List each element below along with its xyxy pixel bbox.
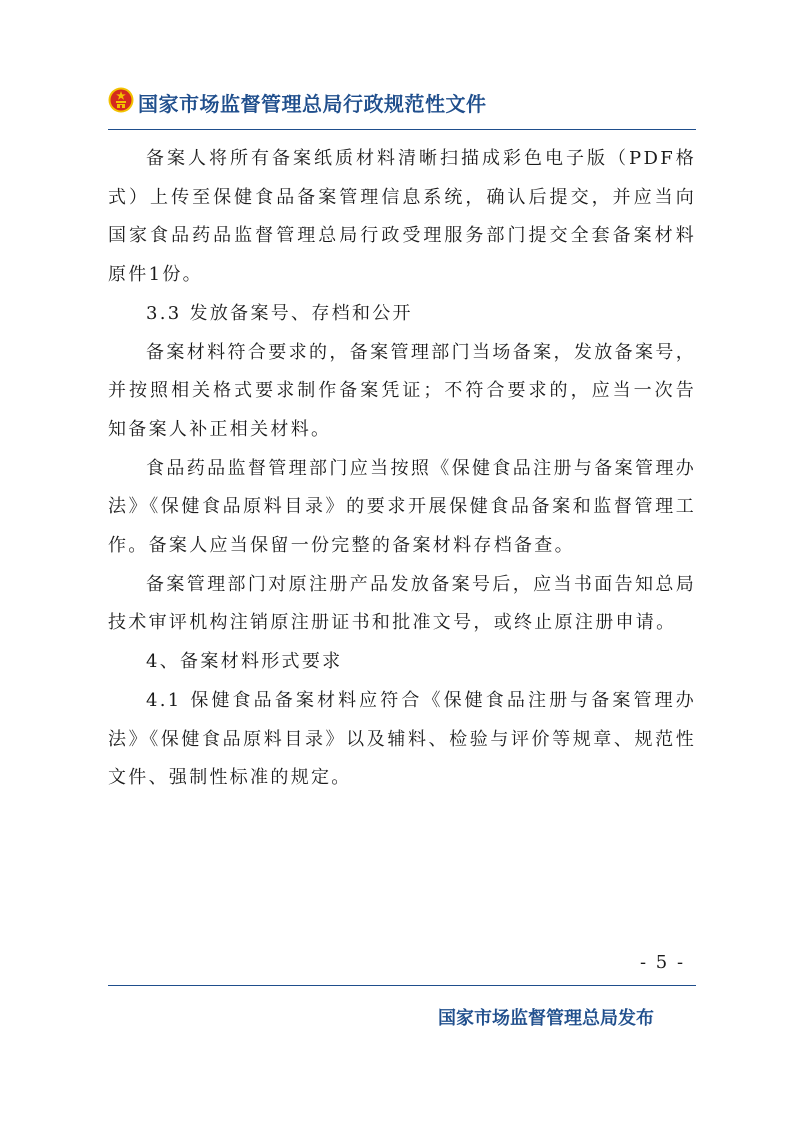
header-title: 国家市场监督管理总局行政规范性文件 xyxy=(138,92,487,116)
paragraph: 备案材料符合要求的，备案管理部门当场备案，发放备案号，并按照相关格式要求制作备案凭证；不符合要求的，应当一次告知备案人补正相关材料。 xyxy=(108,341,696,440)
paragraph: 备案人将所有备案纸质材料清晰扫描成彩色电子版（PDF格式）上传至保健食品备案管理信息系统，确认后提交，并应当向国家食品药品监督管理总局行政受理服务部门提交全套备案材料原件1份。 xyxy=(108,148,696,286)
section-heading: 4、备案材料形式要求 xyxy=(146,651,343,673)
footer-publisher: 国家市场监督管理总局发布 xyxy=(438,1008,654,1029)
national-emblem-icon xyxy=(108,87,134,113)
header-divider xyxy=(108,129,696,130)
section-heading: 3.3 发放备案号、存档和公开 xyxy=(146,302,413,324)
paragraph: 备案管理部门对原注册产品发放备案号后，应当书面告知总局技术审评机构注销原注册证书和批准文号，或终止原注册申请。 xyxy=(108,573,696,634)
paragraph: 4.1 保健食品备案材料应符合《保健食品注册与备案管理办法》《保健食品原料目录》以及辅料、检验与评价等规章、规范性文件、强制性标准的规定。 xyxy=(108,689,696,789)
document-body xyxy=(108,140,696,798)
document-header xyxy=(108,86,696,120)
footer-divider xyxy=(108,985,696,986)
page-number: - 5 - xyxy=(640,952,686,973)
paragraph: 食品药品监督管理部门应当按照《保健食品注册与备案管理办法》《保健食品原料目录》的要求开展保健食品备案和监督管理工作。备案人应当保留一份完整的备案材料存档备查。 xyxy=(108,457,696,557)
